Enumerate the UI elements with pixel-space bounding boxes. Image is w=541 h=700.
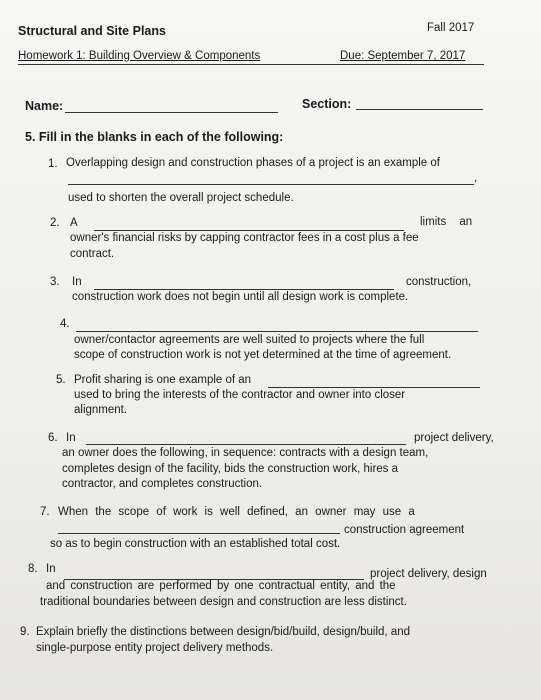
item-7-line3: so as to begin construction with an established total cost. <box>50 538 341 550</box>
item-1-blank[interactable] <box>68 184 474 185</box>
item-5-line2: used to bring the interests of the contractor and owner into closer <box>74 389 406 401</box>
item-4-line2: owner/contactor agreements are well suited to projects where the full <box>74 334 425 346</box>
item-8-start: In <box>46 563 56 575</box>
item-1-comma: , <box>474 172 478 184</box>
item-7-line2-end: construction agreement <box>344 524 465 536</box>
item-number: 5. <box>56 374 66 386</box>
item-number: 6. <box>48 432 58 444</box>
item-number: 7. <box>40 506 50 518</box>
item-2-line3: contract. <box>70 248 115 260</box>
item-2-blank[interactable] <box>94 230 404 231</box>
item-8-end: project delivery, design <box>370 568 487 580</box>
item-2-end: limits an <box>420 216 473 228</box>
item-3-start: In <box>72 276 82 288</box>
item-3-blank[interactable] <box>94 289 394 290</box>
item-number: 1. <box>48 158 58 170</box>
item-7-line1: When the scope of work is well defined, an owner may use a <box>58 506 415 518</box>
name-blank[interactable] <box>65 112 278 113</box>
homework-title: Homework 1: Building Overview & Components <box>18 50 261 62</box>
item-6-blank[interactable] <box>86 444 406 445</box>
item-number: 4. <box>60 318 70 330</box>
item-1-line3: used to shorten the overall project schedule. <box>68 192 294 204</box>
question-9-line1: Explain briefly the distinctions between design/bid/build, design/build, and <box>36 626 410 638</box>
item-6-line4: contractor, and completes construction. <box>62 478 263 490</box>
item-8-line3: traditional boundaries between design and construction are less distinct. <box>40 596 407 608</box>
item-3-line2: construction work does not begin until all design work is complete. <box>72 291 409 303</box>
section-label: Section: <box>302 97 352 111</box>
item-2-start: A <box>70 217 78 229</box>
item-number: 8. <box>28 563 38 575</box>
item-8-line2: and construction are performed by one contractual entity, and the <box>46 580 396 592</box>
item-6-start: In <box>66 432 76 444</box>
item-5-line1: Profit sharing is one example of an <box>74 374 252 386</box>
item-6-end: project delivery, <box>414 432 494 444</box>
item-1-line1: Overlapping design and construction phases of a project is an example of <box>66 157 440 169</box>
item-number: 2. <box>50 217 60 229</box>
item-2-line2: owner's financial risks by capping contractor fees in a cost plus a fee <box>70 232 419 244</box>
item-6-line3: completes design of the facility, bids the construction work, hires a <box>62 463 399 475</box>
item-5-line3: alignment. <box>74 404 128 416</box>
due-date: Due: September 7, 2017 <box>340 50 466 62</box>
question-5-prompt: 5. Fill in the blanks in each of the following: <box>25 130 284 144</box>
item-number: 3. <box>50 276 60 288</box>
item-3-end: construction, <box>406 276 472 288</box>
header-rule <box>18 64 484 65</box>
term-label: Fall 2017 <box>427 22 475 34</box>
item-6-line2: an owner does the following, in sequence: contracts with a design team, <box>62 447 429 459</box>
question-9-line2: single-purpose entity project delivery methods. <box>36 642 274 654</box>
item-4-line3: scope of construction work is not yet determined at the time of agreement. <box>74 349 452 361</box>
question-9-number: 9. <box>20 626 30 638</box>
name-label: Name: <box>25 99 64 113</box>
course-title: Structural and Site Plans <box>18 24 166 38</box>
item-5-blank[interactable] <box>268 387 480 388</box>
section-blank[interactable] <box>356 109 483 110</box>
item-4-blank[interactable] <box>76 331 478 332</box>
item-7-blank[interactable] <box>58 533 340 534</box>
